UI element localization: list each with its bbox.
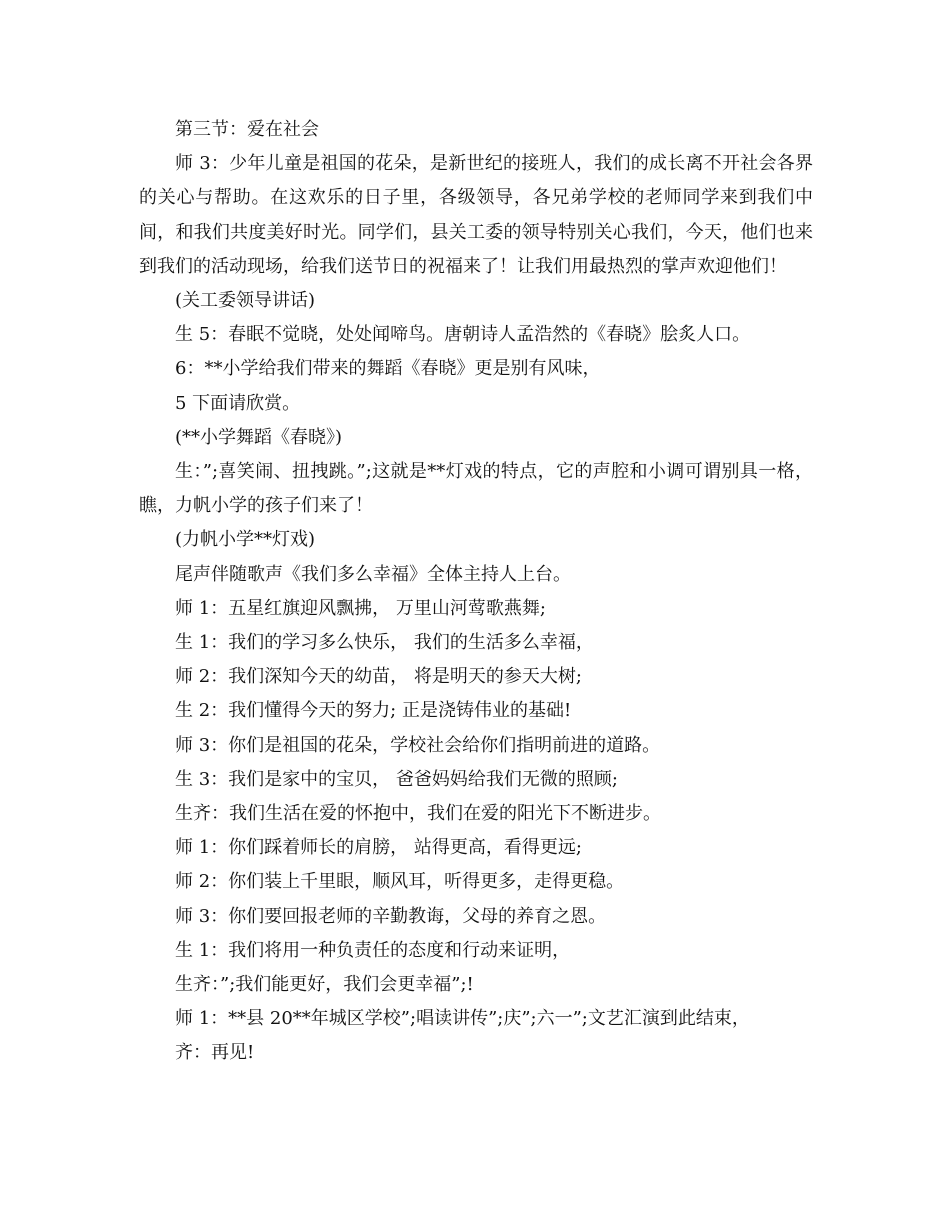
dialogue-line: 师 3：你们是祖国的花朵，学校社会给你们指明前进的道路。: [175, 734, 661, 756]
dialogue-line: 齐：再见!: [175, 1042, 255, 1064]
dialogue-line: 师 1：五星红旗迎风飘拂， 万里山河莺歌燕舞;: [175, 597, 546, 619]
paragraph: 6：**小学给我们带来的舞蹈《春晓》更是别有风味，: [175, 358, 601, 380]
dialogue-line: 师 2：我们深知今天的幼苗， 将是明天的参天大树;: [175, 666, 582, 688]
dialogue-line: 师 1：**县 20**年城区学校”;唱读讲传”;庆”;六一”;文艺汇演到此结束，: [175, 1008, 750, 1030]
dialogue-line: 师 2：你们装上千里眼，顺风耳，听得更多，走得更稳。: [175, 871, 625, 893]
dialogue-line: 生齐：”;我们能更好，我们会更幸福”;!: [175, 974, 474, 996]
dialogue-line: 生 3：我们是家中的宝贝， 爸爸妈妈给我们无微的照顾;: [175, 768, 618, 790]
paragraph: 师 3：少年儿童是祖国的花朵，是新世纪的接班人，我们的成长离不开社会各界的关心与帮助。在这欢乐的日子里，各级领导，各兄弟学校的老师同学来到我们中间，和我们共度美好时光。同学们，县关工委的领导特别关心我们，今天，他们也来到我们的活动现场，给我们送节日的祝福来了！让我们用最热烈的掌声欢迎他们！: [139, 153, 813, 277]
stage-direction: (**小学舞蹈《春晓》): [175, 426, 343, 448]
dialogue-line: 生 1：我们的学习多么快乐， 我们的生活多么幸福，: [175, 632, 594, 654]
dialogue-line: 师 1：你们踩着师长的肩膀， 站得更高，看得更远;: [175, 837, 582, 859]
paragraph: 5 下面请欣赏。: [175, 392, 301, 414]
dialogue-line: 生 1：我们将用一种负责任的态度和行动来证明，: [175, 939, 571, 961]
dialogue-line: 生齐：我们生活在爱的怀抱中，我们在爱的阳光下不断进步。: [175, 803, 661, 825]
paragraph: 尾声伴随歌声《我们多么幸福》全体主持人上台。: [175, 563, 571, 585]
stage-direction: (关工委领导讲话): [175, 290, 316, 312]
dialogue-line: 生 2：我们懂得今天的努力; 正是浇铸伟业的基础!: [175, 700, 572, 722]
paragraph: 生 5：春眠不觉晓，处处闻啼鸟。唐朝诗人孟浩然的《春晓》脍炙人口。: [175, 324, 751, 346]
stage-direction: (力帆小学**灯戏): [175, 529, 316, 551]
document-body: [139, 113, 813, 1071]
paragraph: 生：”;喜笑闹、扭拽跳。”;这就是**灯戏的特点，它的声腔和小调可谓别具一格，瞧，力帆小学的孩子们来了！: [139, 461, 813, 517]
section-heading: 第三节：爱在社会: [175, 119, 319, 140]
dialogue-line: 师 3：你们要回报老师的辛勤教诲，父母的养育之恩。: [175, 905, 607, 927]
